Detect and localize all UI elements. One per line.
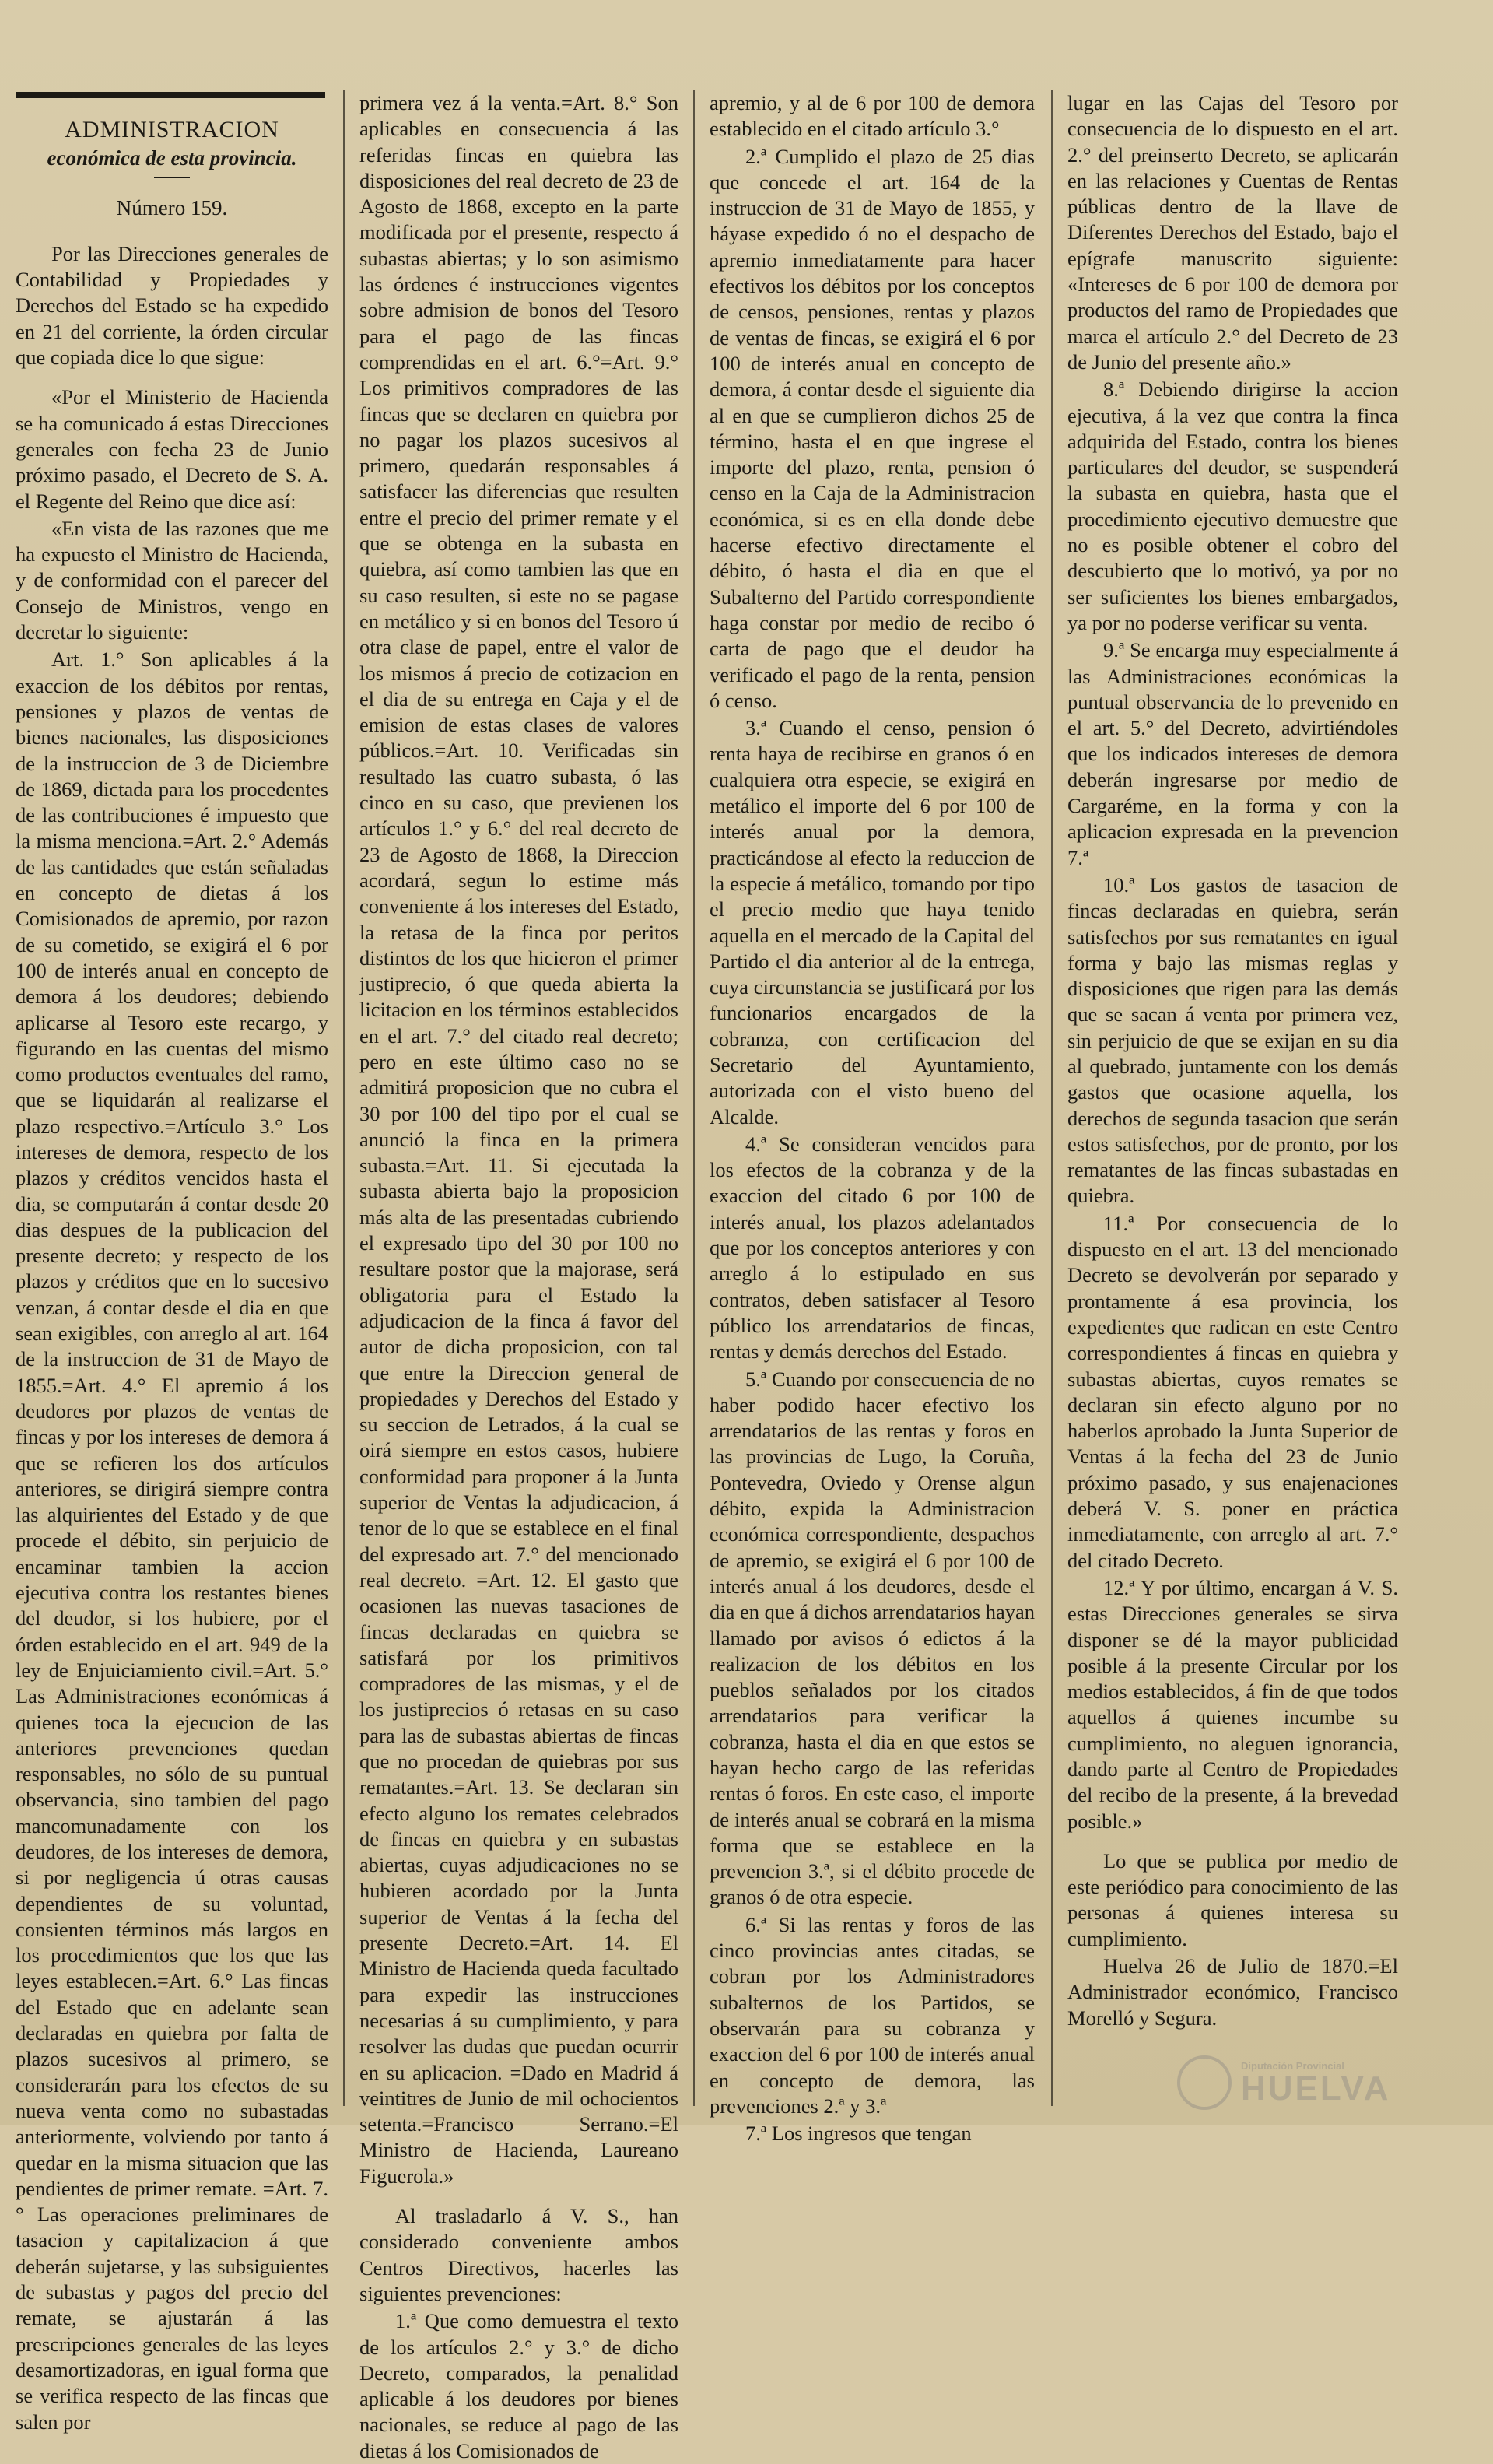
paragraph: Lo que se publica por medio de este periódico para conocimiento de las personas á quienes interesa su cumplimiento. <box>1067 1848 1398 1950</box>
signature-paragraph: Huelva 26 de Julio de 1870.=El Administrador económico, Francisco Morelló y Segura. <box>1067 1954 1398 2030</box>
paragraph: primera vez á la venta.=Art. 8.° Son aplicables en consecuencia á las referidas fincas en quiebra las disposiciones del real decreto de 23 de Agosto de 1868, excepto en la parte modificada por el presente, respecto á subastas abiertas; y lo son asimismo las órdenes é instrucciones vigentes sobre admision de bonos del Tesoro para el pago de las fincas comprendidas en el art. 6.°=Art. 9.° Los primitivos compradores de las fincas que se declaren en quiebra por no pagar los plazos sucesivos al primero, quedarán responsables á satisfacer las diferencias que resulten entre el precio del primer remate y el que se obtenga en la subasta en quiebra, así como tambien las que en su caso resulten, si este no se pagase en metálico y si en bonos del Tesoro ú otra clase de papel, entre el valor de los mismos á precio de cotizacion en el dia de su entrega en Caja y el de emision de estas clases de valores públicos.=Art. 10. Verificadas sin resultado las cuatro subasta, ó las cinco en su caso, que previenen los artículos 1.° y 6.° del real decreto de 23 de Agosto de 1868, la Direccion acordará, segun lo estime más conveniente á los intereses del Estado, la retasa de la finca por peritos distintos de los que hicieron el primer justiprecio, ó que queda abierta la licitacion en los términos establecidos en el art. 7.° del citado real decreto; pero en este último caso no se admitirá proposicion que no cubra el 30 por 100 del tipo por el cual se anunció la finca en la primera subasta.=Art. 11. Si ejecutada la subasta abierta bajo la proposicion más alta de las presentadas cubriendo el expresado tipo del 30 por 100 no resultare postor que la majorase, será obligatoria para el Estado la adjudicacion de la finca á favor del autor de dicha proposicion, con tal que entre la Direccion general de propiedades y Derechos del Estado y su seccion de Letrados, á la cual se oirá siempre en estos casos, hubiere conformidad para proponer á la Junta superior de Ventas la adjudicacion, á tenor de lo que se establece en el final del expresado art. 7.° del mencionado real decreto. =Art. 12. El gasto que ocasionen las nuevas tasaciones de fincas declaradas en quiebra se satisfará por los primitivos compradores de las mismas, y el de los justiprecios ó retasas en su caso para las de subastas abiertas de fincas que no procedan de quiebras por sus rematantes.=Art. 13. Se declaran sin efecto alguno los remates celebrados de fincas en quiebra y en subastas abiertas, cuyas adjudicaciones no se hubieren acordado por la Junta superior de Ventas á la fecha del presente Decreto.=Art. 14. El Ministro de Hacienda queda facultado para expedir las instrucciones necesarias á su cumplimiento, y para resolver las dudas que puedan ocurrir en su aplicacion. =Dado en Madrid á veintitres de Junio de mil ochocientos setenta.=Francisco Serrano.=El Ministro de Hacienda, Laureano Figuerola.» <box>359 91 678 2188</box>
column-1 <box>16 117 328 2434</box>
watermark-text: HUELVA <box>1241 2069 1391 2108</box>
paragraph: 9.ª Se encarga muy especialmente á las Administraciones económicas la puntual observancia de lo prevenido en el art. 5.° del Decreto, advirtiéndoles que los indicados intereses de demora deberán ingresarse por medio de Cargaréme, en la forma y con la aplicacion expresada en la prevencion 7.ª <box>1067 638 1398 869</box>
section-subtitle: económica de esta provincia. <box>47 146 297 170</box>
archive-watermark <box>1177 2054 1457 2111</box>
paragraph: lugar en las Cajas del Tesoro por consecuencia de lo dispuesto en el art. 2.° del preinserto Decreto, se aplicarán en las relaciones y Cuentas de Rentas públicas dentro de la llave de Diferentes Derechos del Estado, bajo el epígrafe manuscrito siguiente: «Intereses de 6 por 100 de demora por productos del ramo de Propiedades que marca el artículo 2.° del Decreto de 23 de Junio del presente año.» <box>1067 91 1398 374</box>
short-rule <box>154 177 190 178</box>
paragraph: «Por el Ministerio de Hacienda se ha comunicado á estas Direcciones generales con fecha 23 de Junio próximo pasado, el Decreto de S. A. el Regente del Reino que dice así: <box>16 385 328 513</box>
column-divider <box>693 90 695 2106</box>
paragraph: Por las Direcciones generales de Contabilidad y Propiedades y Derechos del Estado se ha expedido en 21 del corriente, la órden circular que copiada dice lo que sigue: <box>16 241 328 370</box>
paragraph: «En vista de las razones que me ha expuesto el Ministro de Hacienda, y de conformidad con el parecer del Consejo de Ministros, vengo en decretar lo siguiente: <box>16 516 328 644</box>
paragraph: 4.ª Se consideran vencidos para los efectos de la cobranza y de la exaccion del citado 6 por 100 de interés anual, los plazos adelantados que por los conceptos anteriores y con arreglo á lo estipulado en sus contratos, deben satisfacer al Tesoro público los arrendatarios de fincas, rentas y demás derechos del Estado. <box>710 1132 1035 1364</box>
column-divider <box>1051 90 1053 2106</box>
paragraph: 5.ª Cuando por consecuencia de no haber podido hacer efectivo los arrendatarios de las rentas y foros en las provincias de Lugo, la Coruña, Pontevedra, Oviedo y Orense algun débito, expida la Administracion económica correspondiente, despachos de apremio, se exigirá el 6 por 100 de interés anual á los deudores, desde el dia en que á dichos arrendatarios hayan llamado por avisos ó edictos á la realizacion de los débitos en los pueblos señalados por los citados arrendatarios para verificar la cobranza, hasta el dia en que estos se hayan hecho cargo de las referidas rentas ó foros. En este caso, el importe de interés anual se cobrará en la misma forma que se establece en la prevencion 3.ª, si el débito procede de granos ó de otra especie. <box>710 1367 1035 1909</box>
paragraph: 12.ª Y por último, encargan á V. S. estas Direcciones generales se sirva disponer se dé la mayor publicidad posible á la presente Circular por los medios establecidos, á fin de que todos aquellos á quienes incumbe su cumplimiento, no aleguen ignorancia, dando parte al Centro de Propiedades del recibo de la presente, á la brevedad posible.» <box>1067 1575 1398 1833</box>
paragraph: Al trasladarlo á V. S., han considerado conveniente ambos Centros Directivos, hacerles las siguientes prevenciones: <box>359 2204 678 2305</box>
section-title: ADMINISTRACION <box>65 117 279 142</box>
paragraph: 3.ª Cuando el censo, pension ó renta haya de recibirse en granos ó en cualquiera otra especie, se exigirá en metálico el importe del 6 por 100 de interés anual por la demora, practicándose al efecto la reduccion de la especie á metálico, tomando por tipo el precio medio que haya tenido aquella en el mercado de la Capital del Partido el dia anterior al de la entrega, cuya circunstancia se justificará por los funcionarios encargados de la cobranza, con certificacion del Secretario del Ayuntamiento, autorizada con el visto bueno del Alcalde. <box>710 716 1035 1128</box>
paragraph: 7.ª Los ingresos que tengan <box>745 2122 972 2146</box>
column-3 <box>710 90 1035 2146</box>
paragraph: 11.ª Por consecuencia de lo dispuesto en el art. 13 del mencionado Decreto se devolverán por separado y prontamente á esa provincia, los expedientes que radican en este Centro correspondientes á fincas en quiebra y subastas abiertas, cuyos remates se declaran sin efecto alguno por no haberlos aprobado la Junta Superior de Ventas á la fecha del 23 de Junio próximo pasado, y sus enajenaciones deberá V. S. poner en práctica inmediatamente, con arreglo al art. 7.° del citado Decreto. <box>1067 1211 1398 1572</box>
top-rule <box>16 92 325 98</box>
watermark-small-text: Diputación Provincial <box>1241 2059 1344 2072</box>
paragraph: 6.ª Si las rentas y foros de las cinco provincias antes citadas, se cobran por los Administradores subalternos de los Partidos, se observarán para su cobranza y exaccion del 6 por 100 de interés anual en concepto de demora, las prevenciones 2.ª y 3.ª <box>710 1912 1035 2118</box>
column-2 <box>359 90 678 2462</box>
paragraph: Art. 1.° Son aplicables á la exaccion de los débitos por rentas, pensiones y plazos de ventas de bienes nacionales, las disposiciones de la instruccion de 3 de Diciembre de 1869, dictada para los procedentes de las contribuciones é impuesto que la misma menciona.=Art. 2.° Además de las cantidades que están señaladas en concepto de dietas á los Comisionados de apremio, por razon de su cometido, se exigirá el 6 por 100 de interés anual en concepto de demora á los deudores; debiendo aplicarse al Tesoro este recargo, y figurando en las cuentas del mismo como productos eventuales del ramo, que se liquidarán al realizarse el plazo respectivo.=Artículo 3.° Los intereses de demora, respecto de los plazos y créditos vencidos hasta el dia, se computarán á contar desde 20 dias despues de la publicacion del presente decreto; y respecto de los plazos y créditos que en lo sucesivo venzan, á contar desde el dia en que sean exigibles, con arreglo al art. 164 de la instruccion de 31 de Mayo de 1855.=Art. 4.° El apremio á los deudores por plazos de ventas de fincas y por los intereses de demora á que se refieren los dos artículos anteriores, se dirigirá siempre contra las alquirientes del Estado y de que procede el débito, sin perjuicio de encaminar tambien la accion ejecutiva contra los restantes bienes del deudor, si los hubiere, por el órden establecido en el art. 949 de la ley de Enjuiciamiento civil.=Art. 5.° Las Administraciones económicas á quienes toca la ejecucion de las anteriores prevenciones quedan responsables, no sólo de su puntual observancia, sino tambien del pago mancomunadamente con los deudores, de los intereses de demora, si por negligencia ú otras causas dependientes de su voluntad, consienten términos más largos en los procedimientos que los que las leyes establecen.=Art. 6.° Las fincas del Estado que en adelante sean declaradas en quiebra por falta de plazos sucesivos al primero, se considerarán para los efectos de su nueva venta como no subastadas anteriormente, volviendo por tanto á quedar en la misma situacion que las pendientes de primer remate. =Art. 7.° Las operaciones preliminares de tasacion y capitalizacion á que deberán sujetarse, y las subsiguientes de subastas y pagos del precio del remate, se ajustarán á las prescripciones generales de las leyes desamortizadoras, en igual forma que se verifica respecto de las fincas que salen por <box>16 648 328 2434</box>
paragraph: apremio, y al de 6 por 100 de demora establecido en el citado artículo 3.° <box>710 91 1035 141</box>
notice-number: Número 159. <box>116 195 228 219</box>
paragraph: 2.ª Cumplido el plazo de 25 dias que concede el art. 164 de la instruccion de 31 de Mayo de 1855, y háyase expedido ó no el despacho de apremio inmediatamente para hacer efectivos los débitos por los conceptos de censos, pensiones, rentas y plazos de ventas de fincas, se exigirá el 6 por 100 de interés anual en concepto de demora, á contar desde el siguiente dia al en que se cumplieron dichos 25 de término, hasta el en que ingrese el importe del plazo, renta, pension ó censo en la Caja de la Administracion económica, si es en ella donde debe hacerse efectivo directamente el débito, ó hasta el dia en que el Subalterno del Partido correspondiente haga constar por medio de recibo ó carta de pago que el deudor ha verificado el pago de la renta, pension ó censo. <box>710 144 1035 712</box>
seal-icon <box>1177 2055 1232 2110</box>
column-4 <box>1067 90 1398 2106</box>
paragraph: 10.ª Los gastos de tasacion de fincas declaradas en quiebra, serán satisfechos por sus rematantes en igual forma y bajo las mismas reglas y disposiciones que rigen para las demás que se sacan á venta por primera vez, sin perjuicio de que se exijan en su dia al quebrado, juntamente con los demás gastos que ocasione aquella, los derechos de segunda tasacion que serán estos satisfechos, por de pronto, por los rematantes de las fincas subastadas en quiebra. <box>1067 872 1398 1208</box>
paragraph: 1.ª Que como demuestra el texto de los artículos 2.° y 3.° de dicho Decreto, comparados, la penalidad aplicable á los deudores por bienes nacionales, se reduce al pago de las dietas á los Comisionados de <box>359 2309 678 2462</box>
column-divider <box>343 90 345 2106</box>
paragraph: 8.ª Debiendo dirigirse la accion ejecutiva, á la vez que contra la finca adquirida del Estado, contra los bienes particulares del deudor, se suspenderá la subasta en quiebra, hasta que el procedimiento ejecutivo demuestre que no es posible obtener el cobro del descubierto que lo motivó, ya por no ser suficientes los bienes embargados, ya por no poderse verificar su venta. <box>1067 377 1398 634</box>
